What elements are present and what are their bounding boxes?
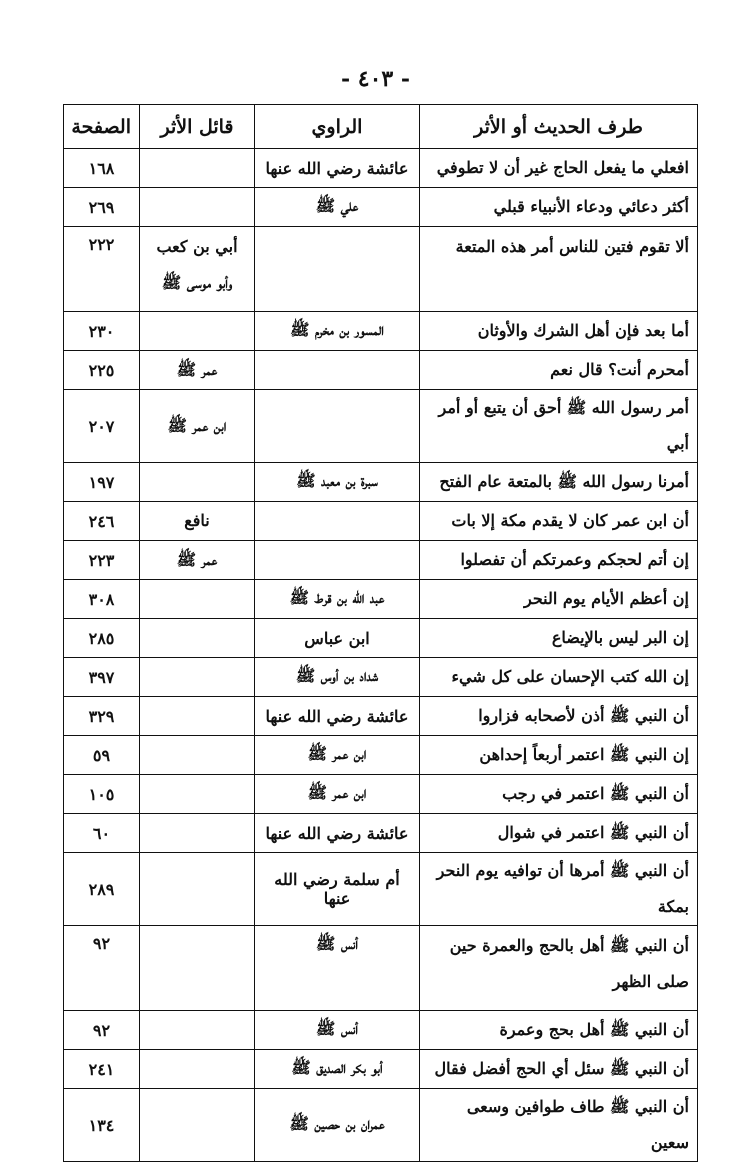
page-number-cell: ٢٤٦: [64, 502, 140, 541]
table-row: [64, 188, 698, 227]
narrator-cell: أنس ﷺ: [255, 926, 420, 1011]
speaker-line: وأبو موسى ﷺ: [161, 273, 233, 292]
table-row: [64, 312, 698, 351]
narrator-cell: عائشة رضي الله عنها: [255, 697, 420, 736]
hadith-text-cell: [420, 390, 698, 463]
speaker-line: نافع: [184, 511, 210, 530]
table-row: [64, 463, 698, 502]
hadith-text-cell: [420, 188, 698, 227]
speaker-cell: [140, 736, 255, 775]
page-number-cell: ١٦٨: [64, 149, 140, 188]
hadith-text-cell: [420, 697, 698, 736]
table-row: [64, 351, 698, 390]
page-number-cell: ٢٦٩: [64, 188, 140, 227]
hadith-text-line: أكثر دعائي ودعاء الأنبياء قبلي: [493, 197, 689, 216]
hadith-text-cell: [420, 351, 698, 390]
speaker-cell: [140, 658, 255, 697]
speaker-cell: [140, 814, 255, 853]
hadith-text-line: إن الله كتب الإحسان على كل شيء: [451, 667, 689, 686]
speaker-line: عمر ﷺ: [176, 360, 218, 379]
speaker-line: ابن عمر ﷺ: [167, 416, 227, 435]
speaker-cell: [140, 926, 255, 1011]
table-row: [64, 619, 698, 658]
hadith-text-line: إن النبي ﷺ اعتمر أربعاً إحداهن: [479, 745, 689, 764]
hadith-text-line: أن النبي ﷺ أهل بحج وعمرة: [499, 1020, 689, 1039]
table-row: [64, 853, 698, 926]
narrator-cell: [255, 227, 420, 312]
page-number-cell: ٢٢٣: [64, 541, 140, 580]
table-row: [64, 658, 698, 697]
hadith-text-cell: [420, 926, 698, 1011]
page-number-cell: ٣٢٩: [64, 697, 140, 736]
hadith-text-line: أن النبي ﷺ سئل أي الحج أفضل فقال: [434, 1059, 689, 1078]
table-row: [64, 541, 698, 580]
table-row: [64, 149, 698, 188]
page-number-cell: ٩٢: [64, 926, 140, 1011]
header-narrator: الراوي: [255, 105, 420, 149]
table-row: [64, 1089, 698, 1162]
speaker-cell: [140, 1050, 255, 1089]
hadith-text-line: أما بعد فإن أهل الشرك والأوثان: [477, 321, 689, 340]
header-page: الصفحة: [64, 105, 140, 149]
speaker-cell: [140, 775, 255, 814]
speaker-cell: [140, 351, 255, 390]
hadith-text-cell: [420, 1050, 698, 1089]
page-number-cell: ٢٨٥: [64, 619, 140, 658]
narrator-cell: المسور بن مخرم ﷺ: [255, 312, 420, 351]
hadith-text-cell: [420, 502, 698, 541]
table-row: [64, 390, 698, 463]
narrator-cell: علي ﷺ: [255, 188, 420, 227]
hadith-text-cell: [420, 658, 698, 697]
narrator-cell: ابن عمر ﷺ: [255, 736, 420, 775]
hadith-text-line: صلى الظهر: [612, 972, 689, 991]
header-text: طرف الحديث أو الأثر: [420, 105, 698, 149]
page-number-cell: ٢٣٠: [64, 312, 140, 351]
header-row: [64, 105, 698, 149]
hadith-text-cell: [420, 149, 698, 188]
narrator-cell: ابن عمر ﷺ: [255, 775, 420, 814]
speaker-cell: [140, 149, 255, 188]
narrator-cell: [255, 351, 420, 390]
speaker-line: عمر ﷺ: [176, 550, 218, 569]
table-row: [64, 502, 698, 541]
page-number-cell: ١٣٤: [64, 1089, 140, 1162]
speaker-cell: [140, 697, 255, 736]
hadith-text-cell: [420, 736, 698, 775]
hadith-text-line: أن النبي ﷺ أذن لأصحابه فزاروا: [478, 706, 689, 725]
hadith-text-line: إن أتم لحجكم وعمرتكم أن تفصلوا: [460, 550, 689, 569]
page-number-cell: ٢٨٩: [64, 853, 140, 926]
narrator-cell: أنس ﷺ: [255, 1011, 420, 1050]
page-number-cell: ٢٠٧: [64, 390, 140, 463]
page-number-cell: ٩٢: [64, 1011, 140, 1050]
table-row: [64, 775, 698, 814]
header-speaker: قائل الأثر: [140, 105, 255, 149]
page-number-cell: ٣٩٧: [64, 658, 140, 697]
speaker-cell: [140, 619, 255, 658]
hadith-text-line: أن النبي ﷺ أمرها أن توافيه يوم النحر بمكة: [436, 861, 689, 916]
hadith-text-cell: [420, 619, 698, 658]
narrator-cell: أبو بكر الصديق ﷺ: [255, 1050, 420, 1089]
hadith-text-line: أن النبي ﷺ اعتمر في رجب: [502, 784, 689, 803]
table-row: [64, 227, 698, 312]
table-row: [64, 1050, 698, 1089]
page-number-cell: ٣٠٨: [64, 580, 140, 619]
speaker-cell: [140, 580, 255, 619]
hadith-text-cell: [420, 1089, 698, 1162]
table-row: [64, 814, 698, 853]
narrator-cell: سبرة بن معبد ﷺ: [255, 463, 420, 502]
page-number-cell: ٥٩: [64, 736, 140, 775]
table-row: [64, 580, 698, 619]
hadith-text-line: إن البر ليس بالإيضاع: [551, 628, 689, 647]
hadith-text-line: أمر رسول الله ﷺ أحق أن يتبع أو أمر أبي: [438, 398, 689, 453]
page-number-cell: ٢٢٢: [64, 227, 140, 312]
page-number-cell: ٢٤١: [64, 1050, 140, 1089]
speaker-cell: [140, 188, 255, 227]
hadith-text-cell: [420, 227, 698, 312]
table-row: [64, 926, 698, 1011]
table-row: [64, 736, 698, 775]
hadith-text-line: ألا تقوم فتين للناس أمر هذه المتعة: [455, 237, 689, 256]
page-number: - ٤٠٣ -: [340, 66, 411, 92]
hadith-text-cell: [420, 463, 698, 502]
hadith-text-cell: [420, 853, 698, 926]
narrator-cell: عائشة رضي الله عنها: [255, 814, 420, 853]
page-number-cell: ١٩٧: [64, 463, 140, 502]
speaker-cell: [140, 853, 255, 926]
hadith-text-line: أن النبي ﷺ طاف طوافين وسعى سعين: [466, 1097, 689, 1152]
narrator-cell: [255, 502, 420, 541]
narrator-cell: شداد بن أوس ﷺ: [255, 658, 420, 697]
hadith-index-table: [63, 104, 698, 1162]
hadith-text-line: أن ابن عمر كان لا يقدم مكة إلا بات: [451, 511, 689, 530]
speaker-cell: [140, 463, 255, 502]
speaker-cell: [140, 1011, 255, 1050]
hadith-text-line: إن أعظم الأيام يوم النحر: [524, 589, 689, 608]
hadith-text-line: افعلي ما يفعل الحاج غير أن لا تطوفي: [436, 158, 689, 177]
table-body: [64, 149, 698, 1162]
speaker-cell: [140, 1089, 255, 1162]
hadith-text-line: أمرنا رسول الله ﷺ بالمتعة عام الفتح: [439, 472, 689, 491]
page-number-cell: ١٠٥: [64, 775, 140, 814]
speaker-cell: [140, 541, 255, 580]
narrator-cell: عبد الله بن قرط ﷺ: [255, 580, 420, 619]
hadith-text-cell: [420, 814, 698, 853]
narrator-cell: أم سلمة رضي الله عنها: [255, 853, 420, 926]
hadith-text-cell: [420, 580, 698, 619]
narrator-cell: عمران بن حصين ﷺ: [255, 1089, 420, 1162]
speaker-cell: [140, 502, 255, 541]
hadith-text-cell: [420, 312, 698, 351]
narrator-cell: [255, 390, 420, 463]
hadith-text-cell: [420, 541, 698, 580]
narrator-cell: عائشة رضي الله عنها: [255, 149, 420, 188]
page-number-cell: ٢٢٥: [64, 351, 140, 390]
narrator-cell: [255, 541, 420, 580]
page-number-cell: ٦٠: [64, 814, 140, 853]
table-row: [64, 697, 698, 736]
speaker-cell: [140, 390, 255, 463]
hadith-text-line: أن النبي ﷺ أهل بالحج والعمرة حين: [449, 936, 689, 955]
narrator-cell: ابن عباس: [255, 619, 420, 658]
speaker-cell: [140, 227, 255, 312]
speaker-line: أبي بن كعب: [156, 237, 238, 256]
hadith-text-line: أمحرم أنت؟ قال نعم: [550, 360, 689, 379]
hadith-text-cell: [420, 1011, 698, 1050]
hadith-text-cell: [420, 775, 698, 814]
hadith-text-line: أن النبي ﷺ اعتمر في شوال: [497, 823, 689, 842]
speaker-cell: [140, 312, 255, 351]
table-row: [64, 1011, 698, 1050]
